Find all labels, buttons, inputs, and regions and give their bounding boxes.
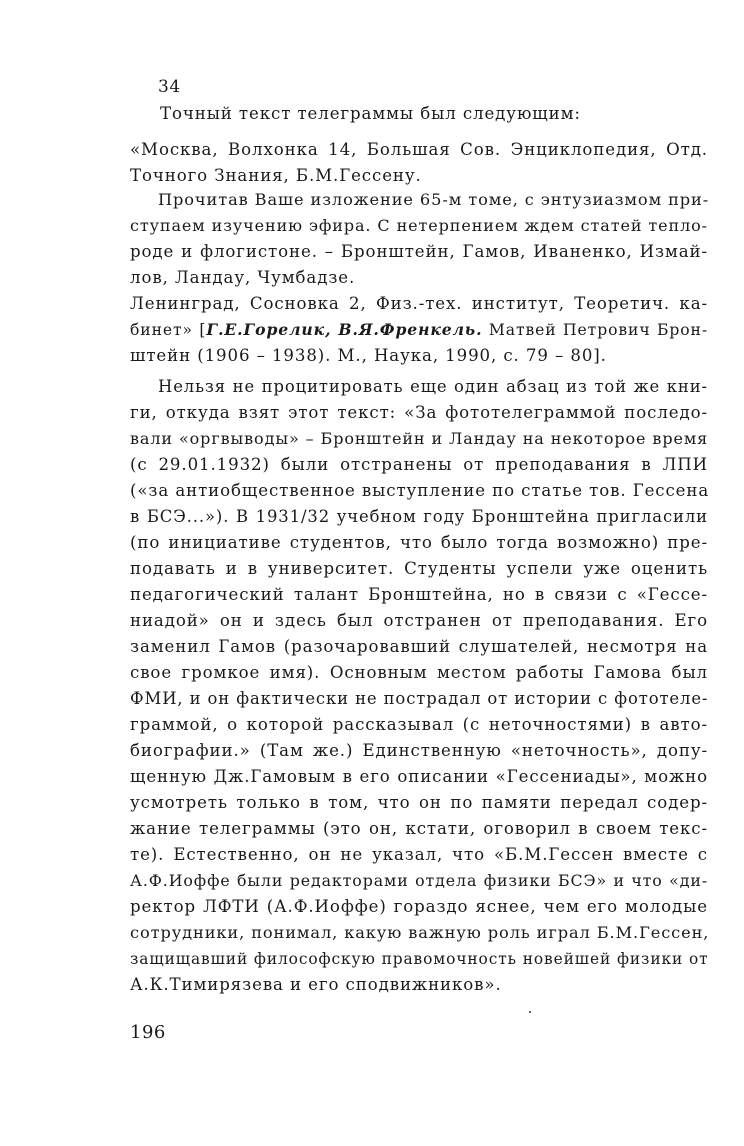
text-line: ги, откуда взят этот текст: «За фототелеграммой последо- <box>130 403 708 422</box>
citation-authors: Г.Е.Горелик, В.Я.Френкель. <box>206 320 483 339</box>
text-line: те). Естественно, он не указал, что «Б.М.Гессен вместе с <box>130 845 708 864</box>
text-line: педагогический талант Бронштейна, но в связи с «Гессе- <box>130 585 708 604</box>
text-line: роде и флогистоне. – Бронштейн, Гамов, Иваненко, Измай- <box>130 242 708 261</box>
text-line: («за антиобщественное выступление по статье тов. Гессена <box>130 481 710 500</box>
text-line: Ленинград, Сосновка 2, Физ.-тех. институт, Теоретич. ка- <box>130 294 708 313</box>
text-line: (с 29.01.1932) были отстранены от преподавания в ЛПИ <box>130 455 708 474</box>
text-line: вали «оргвыводы» – Бронштейн и Ландау на некоторое время <box>130 429 709 448</box>
text-line: защищавший философскую правомочность новейшей физики от <box>130 950 709 968</box>
text-line: штейн (1906 – 1938). М., Наука, 1990, с. 79 – 80]. <box>130 346 607 365</box>
text-line: ФМИ, и он фактически не пострадал от истории с фототеле- <box>130 689 709 708</box>
text-line: жание телеграммы (это он, кстати, оговорил в своем текс- <box>130 819 708 838</box>
text-line: Точный текст телеграммы был следующим: <box>160 104 581 123</box>
text-line: «Москва, Волхонка 14, Большая Сов. Энциклопедия, Отд. <box>130 140 708 159</box>
text-line: в БСЭ...»). В 1931/32 учебном году Бронштейна пригласили <box>130 507 708 526</box>
text-line: лов, Ландау, Чумбадзе. <box>130 268 356 287</box>
intro-paragraph <box>130 101 708 127</box>
text-line: А.К.Тимирязева и его сподвижников». <box>130 975 502 994</box>
text-line: Точного Знания, Б.М.Гессену. <box>130 166 422 185</box>
text-line: подавать и в университет. Студенты успели уже оценить <box>130 559 708 578</box>
text-line: ступаем изучению эфира. С нетерпением ждем статей тепло- <box>130 216 708 235</box>
citation-line <box>130 317 708 343</box>
text-line: свое громкое имя). Основным местом работы Гамова был <box>130 663 708 682</box>
print-speck <box>529 1011 531 1013</box>
text-line: (по инициативе студентов, что было тогда возможно) пре- <box>130 533 708 552</box>
telegram-address <box>130 137 708 189</box>
citation-text: бинет» [ <box>130 321 207 339</box>
text-line: заменил Гамов (разочаровавший слушателей, несмотря на <box>130 637 708 656</box>
citation-text: Матвей Петрович Брон- <box>482 321 708 339</box>
telegram-body <box>130 187 708 369</box>
text-line: ниадой» он и здесь был отстранен от преподавания. Его <box>130 611 708 630</box>
text-line: Нельзя не процитировать еще один абзац из той же кни- <box>158 377 708 396</box>
main-paragraph <box>130 374 708 998</box>
text-line: биографии.» (Там же.) Единственную «неточность», допу- <box>130 741 708 760</box>
page-number: 196 <box>130 1022 166 1043</box>
note-number: 34 <box>158 77 181 97</box>
text-line: усмотреть только в том, что он по памяти передал содер- <box>130 793 708 812</box>
text-line: ректор ЛФТИ (А.Ф.Иоффе) гораздо яснее, чем его молодые <box>130 897 708 916</box>
text-line: А.Ф.Иоффе были редакторами отдела физики БСЭ» и что «ди- <box>130 871 708 890</box>
text-line: граммой, о которой рассказывал (с неточностями) в авто- <box>130 715 708 734</box>
text-line: Прочитав Ваше изложение 65-м томе, с энтузиазмом при- <box>158 190 710 209</box>
text-line: сотрудники, понимал, какую важную роль играл Б.М.Гессен, <box>130 923 710 942</box>
text-line: щенную Дж.Гамовым в его описании «Гессениады», можно <box>130 767 708 786</box>
